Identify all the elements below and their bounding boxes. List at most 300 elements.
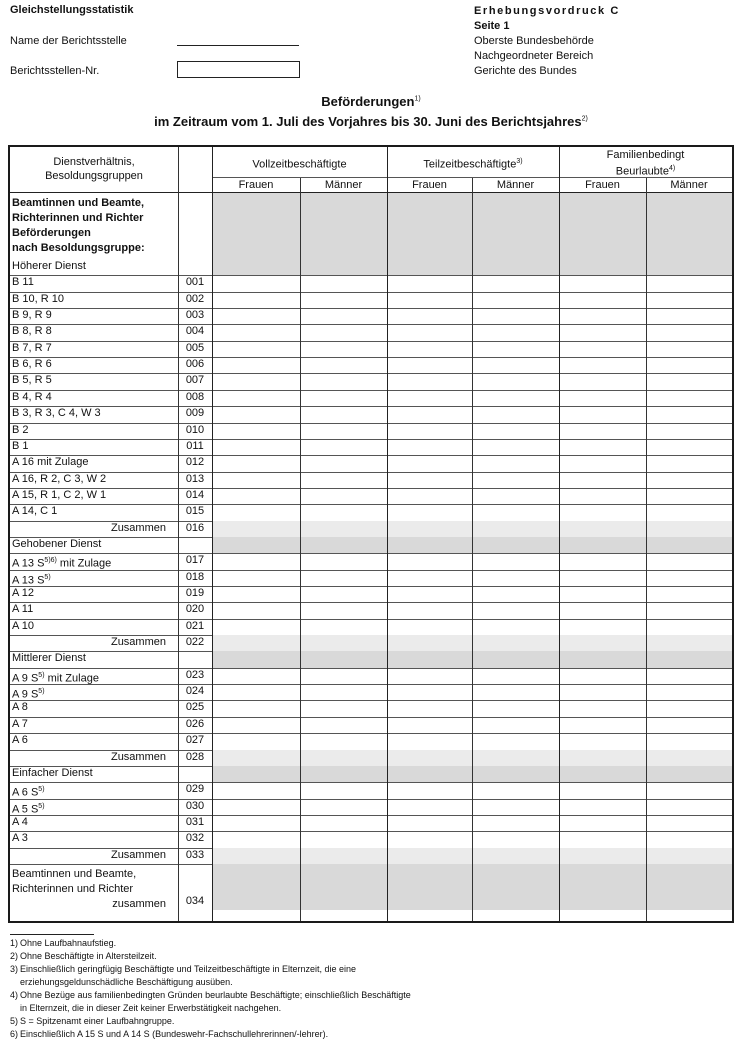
row-code-text: 028 xyxy=(185,750,205,763)
grand-total-cell[interactable] xyxy=(300,864,387,910)
subheader-text: Männer xyxy=(496,179,535,191)
input-cell[interactable] xyxy=(300,733,387,749)
input-cell[interactable] xyxy=(472,472,559,488)
row-code xyxy=(178,799,212,815)
input-cell[interactable] xyxy=(559,831,646,847)
row-label xyxy=(10,406,178,422)
input-cell[interactable] xyxy=(300,717,387,733)
input-cell[interactable] xyxy=(300,586,387,602)
input-cell[interactable] xyxy=(387,586,472,602)
input-cell[interactable] xyxy=(472,275,559,291)
footnote xyxy=(10,950,730,963)
input-cell[interactable] xyxy=(559,619,646,635)
input-cell[interactable] xyxy=(646,341,732,357)
input-cell[interactable] xyxy=(646,390,732,406)
input-cell[interactable] xyxy=(387,750,472,766)
input-cell[interactable] xyxy=(300,341,387,357)
input-cell[interactable] xyxy=(300,488,387,504)
row-code-text: 007 xyxy=(185,374,205,387)
promotions-table xyxy=(8,145,734,923)
section-code xyxy=(178,537,212,553)
input-cell[interactable] xyxy=(646,799,732,815)
input-cell[interactable] xyxy=(300,602,387,618)
input-cell[interactable] xyxy=(559,553,646,569)
input-cell[interactable] xyxy=(212,308,300,324)
input-cell[interactable] xyxy=(472,341,559,357)
row-code xyxy=(178,455,212,471)
row-label xyxy=(10,782,178,798)
input-cell[interactable] xyxy=(300,308,387,324)
input-cell[interactable] xyxy=(212,700,300,716)
input-cell[interactable] xyxy=(300,750,387,766)
input-cell[interactable] xyxy=(472,373,559,389)
row-code-text: 004 xyxy=(185,325,205,338)
row-code-text: 027 xyxy=(185,734,205,747)
input-cell[interactable] xyxy=(387,570,472,586)
input-cell[interactable] xyxy=(212,553,300,569)
input-cell[interactable] xyxy=(300,815,387,831)
input-cell[interactable] xyxy=(300,423,387,439)
input-cell[interactable] xyxy=(472,521,559,537)
intro-line: Beamtinnen und Beamte, xyxy=(12,197,145,209)
input-cell[interactable] xyxy=(472,700,559,716)
header-line: Besoldungsgruppen xyxy=(45,170,143,182)
input-cell[interactable] xyxy=(472,717,559,733)
input-cell[interactable] xyxy=(559,504,646,520)
row-code-text: 023 xyxy=(185,668,205,681)
input-cell[interactable] xyxy=(472,733,559,749)
input-cell[interactable] xyxy=(300,455,387,471)
input-cell[interactable] xyxy=(387,373,472,389)
input-cell[interactable] xyxy=(212,668,300,684)
row-code-text: 020 xyxy=(185,603,205,616)
section-code xyxy=(178,259,212,275)
column-group-header xyxy=(212,147,387,177)
input-cell[interactable] xyxy=(559,292,646,308)
column-header-code xyxy=(178,147,212,192)
input-cell[interactable] xyxy=(472,570,559,586)
input-cell[interactable] xyxy=(300,570,387,586)
input-cell[interactable] xyxy=(646,357,732,373)
input-cell[interactable] xyxy=(646,815,732,831)
group-label-text: Vollzeitbeschäftigte xyxy=(252,158,347,171)
input-cell[interactable] xyxy=(300,324,387,340)
group-label-text: Teilzeitbeschäftigte xyxy=(423,158,517,171)
input-cell[interactable] xyxy=(472,488,559,504)
input-cell[interactable] xyxy=(387,406,472,422)
grand-total-code xyxy=(178,864,212,910)
input-cell[interactable] xyxy=(559,668,646,684)
row-code xyxy=(178,292,212,308)
input-cell[interactable] xyxy=(472,357,559,373)
input-cell[interactable] xyxy=(212,406,300,422)
input-cell[interactable] xyxy=(212,684,300,700)
input-cell[interactable] xyxy=(559,602,646,618)
footnote-mark: 4) xyxy=(10,990,19,1000)
input-cell[interactable] xyxy=(472,848,559,864)
input-cell[interactable] xyxy=(559,750,646,766)
row-label-text: A 14, C 1 xyxy=(12,505,58,518)
row-label xyxy=(10,275,178,291)
input-cell[interactable] xyxy=(387,831,472,847)
input-cell[interactable] xyxy=(559,439,646,455)
input-cell[interactable] xyxy=(212,602,300,618)
grand-total-line: Richterinnen und Richter xyxy=(12,882,134,895)
input-cell[interactable] xyxy=(212,504,300,520)
input-cell[interactable] xyxy=(387,635,472,651)
input-cell[interactable] xyxy=(387,341,472,357)
total-label xyxy=(10,848,178,864)
input-cell[interactable] xyxy=(212,635,300,651)
input-cell[interactable] xyxy=(300,439,387,455)
input-cell[interactable] xyxy=(559,717,646,733)
input-cell[interactable] xyxy=(646,373,732,389)
input-cell[interactable] xyxy=(559,357,646,373)
input-cell[interactable] xyxy=(472,782,559,798)
grand-total-cell[interactable] xyxy=(212,864,300,910)
row-code xyxy=(178,570,212,586)
input-cell[interactable] xyxy=(472,635,559,651)
section-heading-text: Mittlerer Dienst xyxy=(12,652,86,665)
input-cell[interactable] xyxy=(300,292,387,308)
row-label xyxy=(10,570,178,586)
row-label xyxy=(10,373,178,389)
input-cell[interactable] xyxy=(387,275,472,291)
input-cell[interactable] xyxy=(472,602,559,618)
input-cell[interactable] xyxy=(646,455,732,471)
input-cell[interactable] xyxy=(212,472,300,488)
grand-total-label xyxy=(10,864,178,910)
footnote-ref: 4) xyxy=(668,165,676,172)
row-label-text: B 11 xyxy=(12,276,34,289)
input-cell[interactable] xyxy=(387,799,472,815)
input-cell[interactable] xyxy=(472,324,559,340)
row-code-text: 025 xyxy=(185,701,205,714)
input-cell[interactable] xyxy=(472,439,559,455)
input-cell[interactable] xyxy=(387,619,472,635)
page-subtitle-text: im Zeitraum vom 1. Juli des Vorjahres bis 30. Juni des Berichtsjahres xyxy=(154,114,582,129)
form-info-line: Gerichte des Bundes xyxy=(474,65,577,77)
input-cell[interactable] xyxy=(472,390,559,406)
input-cell[interactable] xyxy=(646,423,732,439)
row-label xyxy=(10,390,178,406)
footnote xyxy=(10,937,730,950)
input-cell[interactable] xyxy=(646,668,732,684)
subheader-maenner xyxy=(646,178,732,192)
input-cell[interactable] xyxy=(212,341,300,357)
column-divider xyxy=(646,178,647,921)
input-cell[interactable] xyxy=(300,619,387,635)
input-cell[interactable] xyxy=(646,488,732,504)
row-code-text: 026 xyxy=(185,717,205,730)
input-cell[interactable] xyxy=(646,700,732,716)
input-cell[interactable] xyxy=(387,521,472,537)
column-group-header xyxy=(559,147,732,177)
input-cell[interactable] xyxy=(212,357,300,373)
input-cell[interactable] xyxy=(472,308,559,324)
input-cell[interactable] xyxy=(646,292,732,308)
input-cell[interactable] xyxy=(300,684,387,700)
input-cell[interactable] xyxy=(212,390,300,406)
input-cell[interactable] xyxy=(646,275,732,291)
input-cell[interactable] xyxy=(212,439,300,455)
input-cell[interactable] xyxy=(300,831,387,847)
row-label xyxy=(10,684,178,700)
input-cell[interactable] xyxy=(559,406,646,422)
input-cell[interactable] xyxy=(212,750,300,766)
row-label xyxy=(10,504,178,520)
input-cell[interactable] xyxy=(646,733,732,749)
input-cell[interactable] xyxy=(387,308,472,324)
input-cell[interactable] xyxy=(559,684,646,700)
row-label-text: A 13 S xyxy=(12,574,45,586)
input-cell[interactable] xyxy=(559,570,646,586)
input-cell[interactable] xyxy=(387,439,472,455)
input-cell[interactable] xyxy=(300,799,387,815)
header-line: Dienstverhältnis, xyxy=(53,156,135,168)
input-cell[interactable] xyxy=(387,423,472,439)
row-code-text: 033 xyxy=(185,848,205,861)
input-cell[interactable] xyxy=(559,586,646,602)
intro-line: nach Besoldungsgruppe: xyxy=(12,242,145,254)
input-cell[interactable] xyxy=(472,292,559,308)
row-code-text: 031 xyxy=(185,815,205,828)
input-cell[interactable] xyxy=(212,619,300,635)
row-label-text: B 2 xyxy=(12,423,29,436)
input-cell[interactable] xyxy=(387,553,472,569)
input-cell[interactable] xyxy=(300,521,387,537)
input-cell[interactable] xyxy=(300,635,387,651)
input-cell[interactable] xyxy=(212,423,300,439)
grand-total-cell[interactable] xyxy=(559,864,646,910)
input-cell[interactable] xyxy=(559,815,646,831)
input-cell[interactable] xyxy=(559,799,646,815)
input-cell[interactable] xyxy=(472,455,559,471)
input-cell[interactable] xyxy=(559,488,646,504)
row-label-text: B 10, R 10 xyxy=(12,292,64,305)
input-cell[interactable] xyxy=(300,373,387,389)
page-number: Seite 1 xyxy=(474,20,510,32)
row-code xyxy=(178,521,212,537)
input-cell[interactable] xyxy=(559,390,646,406)
input-cell[interactable] xyxy=(559,472,646,488)
row-code xyxy=(178,504,212,520)
footnote-mark: 2) xyxy=(10,951,19,961)
input-cell[interactable] xyxy=(387,668,472,684)
input-cell[interactable] xyxy=(387,815,472,831)
row-code-text: 029 xyxy=(185,783,205,796)
input-cell[interactable] xyxy=(646,570,732,586)
input-cell[interactable] xyxy=(387,700,472,716)
input-cell[interactable] xyxy=(300,668,387,684)
input-cell[interactable] xyxy=(387,292,472,308)
row-code xyxy=(178,700,212,716)
input-cell[interactable] xyxy=(212,831,300,847)
input-cell[interactable] xyxy=(472,684,559,700)
footnotes xyxy=(10,934,730,1041)
row-code-text: 015 xyxy=(185,505,205,518)
input-cell[interactable] xyxy=(300,848,387,864)
input-cell[interactable] xyxy=(559,455,646,471)
footnote-ref: 5) xyxy=(38,802,45,810)
row-code-text: 018 xyxy=(185,570,205,583)
row-code-text: 022 xyxy=(185,636,205,649)
input-cell[interactable] xyxy=(472,831,559,847)
input-cell[interactable] xyxy=(559,521,646,537)
input-cell[interactable] xyxy=(472,750,559,766)
input-cell[interactable] xyxy=(300,472,387,488)
input-cell[interactable] xyxy=(300,275,387,291)
input-cell[interactable] xyxy=(387,782,472,798)
input-cell[interactable] xyxy=(472,815,559,831)
input-cell[interactable] xyxy=(212,373,300,389)
row-code xyxy=(178,439,212,455)
input-cell[interactable] xyxy=(646,439,732,455)
input-cell[interactable] xyxy=(646,684,732,700)
input-cell[interactable] xyxy=(472,406,559,422)
column-divider xyxy=(387,147,388,921)
input-cell[interactable] xyxy=(559,423,646,439)
input-cell[interactable] xyxy=(387,472,472,488)
name-field[interactable] xyxy=(177,45,299,46)
input-cell[interactable] xyxy=(300,406,387,422)
input-cell[interactable] xyxy=(387,848,472,864)
row-label-suffix: mit Zulage xyxy=(44,672,99,685)
input-cell[interactable] xyxy=(212,521,300,537)
input-cell[interactable] xyxy=(646,586,732,602)
input-cell[interactable] xyxy=(387,390,472,406)
row-code-text: 024 xyxy=(185,685,205,698)
input-cell[interactable] xyxy=(212,570,300,586)
input-cell[interactable] xyxy=(646,619,732,635)
input-cell[interactable] xyxy=(646,472,732,488)
subheader-frauen xyxy=(559,178,646,192)
input-cell[interactable] xyxy=(646,848,732,864)
input-cell[interactable] xyxy=(212,292,300,308)
column-divider xyxy=(212,147,213,921)
row-code xyxy=(178,750,212,766)
input-cell[interactable] xyxy=(212,799,300,815)
row-code xyxy=(178,373,212,389)
input-cell[interactable] xyxy=(646,750,732,766)
grand-total-cell[interactable] xyxy=(472,864,559,910)
input-cell[interactable] xyxy=(212,455,300,471)
input-cell[interactable] xyxy=(387,504,472,520)
row-code-text: 016 xyxy=(185,521,205,534)
grand-total-cell[interactable] xyxy=(646,864,732,910)
input-cell[interactable] xyxy=(212,815,300,831)
row-label-text: A 6 xyxy=(12,734,28,747)
input-cell[interactable] xyxy=(212,586,300,602)
input-cell[interactable] xyxy=(559,733,646,749)
row-code-text: 034 xyxy=(185,894,205,907)
input-cell[interactable] xyxy=(300,782,387,798)
input-cell[interactable] xyxy=(646,308,732,324)
input-cell[interactable] xyxy=(646,602,732,618)
row-label-text: A 6 S xyxy=(12,786,39,799)
row-code xyxy=(178,553,212,569)
input-cell[interactable] xyxy=(212,324,300,340)
input-cell[interactable] xyxy=(212,488,300,504)
input-cell[interactable] xyxy=(472,586,559,602)
input-cell[interactable] xyxy=(646,717,732,733)
intro-line: Richterinnen und Richter xyxy=(12,212,144,224)
input-cell[interactable] xyxy=(559,848,646,864)
input-cell[interactable] xyxy=(300,357,387,373)
input-cell[interactable] xyxy=(646,635,732,651)
input-cell[interactable] xyxy=(212,275,300,291)
input-cell[interactable] xyxy=(472,423,559,439)
input-cell[interactable] xyxy=(387,602,472,618)
subheader-frauen xyxy=(212,178,300,192)
input-cell[interactable] xyxy=(559,782,646,798)
input-cell[interactable] xyxy=(212,848,300,864)
input-cell[interactable] xyxy=(300,553,387,569)
row-code-text: 003 xyxy=(185,309,205,322)
report-title: Gleichstellungsstatistik xyxy=(10,4,134,16)
input-cell[interactable] xyxy=(646,521,732,537)
input-cell[interactable] xyxy=(559,275,646,291)
input-cell[interactable] xyxy=(387,324,472,340)
input-cell[interactable] xyxy=(559,700,646,716)
section-code xyxy=(178,766,212,782)
input-cell[interactable] xyxy=(212,782,300,798)
input-cell[interactable] xyxy=(472,504,559,520)
input-cell[interactable] xyxy=(387,488,472,504)
input-cell[interactable] xyxy=(472,668,559,684)
input-cell[interactable] xyxy=(646,504,732,520)
footnote-text: Ohne Bezüge aus familienbedingten Gründen beurlaubte Beschäftigte; einschließlich Beschäftigte xyxy=(20,990,411,1000)
column-group-header xyxy=(387,147,559,177)
row-label-text: B 6, R 6 xyxy=(12,358,52,371)
input-cell[interactable] xyxy=(559,341,646,357)
input-cell[interactable] xyxy=(212,733,300,749)
input-cell[interactable] xyxy=(387,684,472,700)
input-cell[interactable] xyxy=(472,619,559,635)
group-label xyxy=(387,155,559,172)
input-cell[interactable] xyxy=(646,782,732,798)
grand-total-cell[interactable] xyxy=(387,864,472,910)
input-cell[interactable] xyxy=(387,717,472,733)
input-cell[interactable] xyxy=(300,390,387,406)
row-code xyxy=(178,668,212,684)
input-cell[interactable] xyxy=(559,324,646,340)
row-label xyxy=(10,602,178,618)
row-code-text: 030 xyxy=(185,799,205,812)
input-cell[interactable] xyxy=(212,717,300,733)
input-cell[interactable] xyxy=(646,406,732,422)
subheader-text: Frauen xyxy=(585,179,620,191)
input-cell[interactable] xyxy=(559,373,646,389)
input-cell[interactable] xyxy=(559,308,646,324)
input-cell[interactable] xyxy=(646,831,732,847)
row-label xyxy=(10,586,178,602)
input-cell[interactable] xyxy=(472,799,559,815)
input-cell[interactable] xyxy=(300,700,387,716)
input-cell[interactable] xyxy=(387,357,472,373)
footnote-ref: 5) xyxy=(38,688,45,696)
input-cell[interactable] xyxy=(387,733,472,749)
number-field[interactable] xyxy=(177,61,300,78)
input-cell[interactable] xyxy=(646,553,732,569)
row-code xyxy=(178,848,212,864)
input-cell[interactable] xyxy=(300,504,387,520)
input-cell[interactable] xyxy=(387,455,472,471)
input-cell[interactable] xyxy=(472,553,559,569)
input-cell[interactable] xyxy=(646,324,732,340)
input-cell[interactable] xyxy=(559,635,646,651)
row-label xyxy=(10,700,178,716)
